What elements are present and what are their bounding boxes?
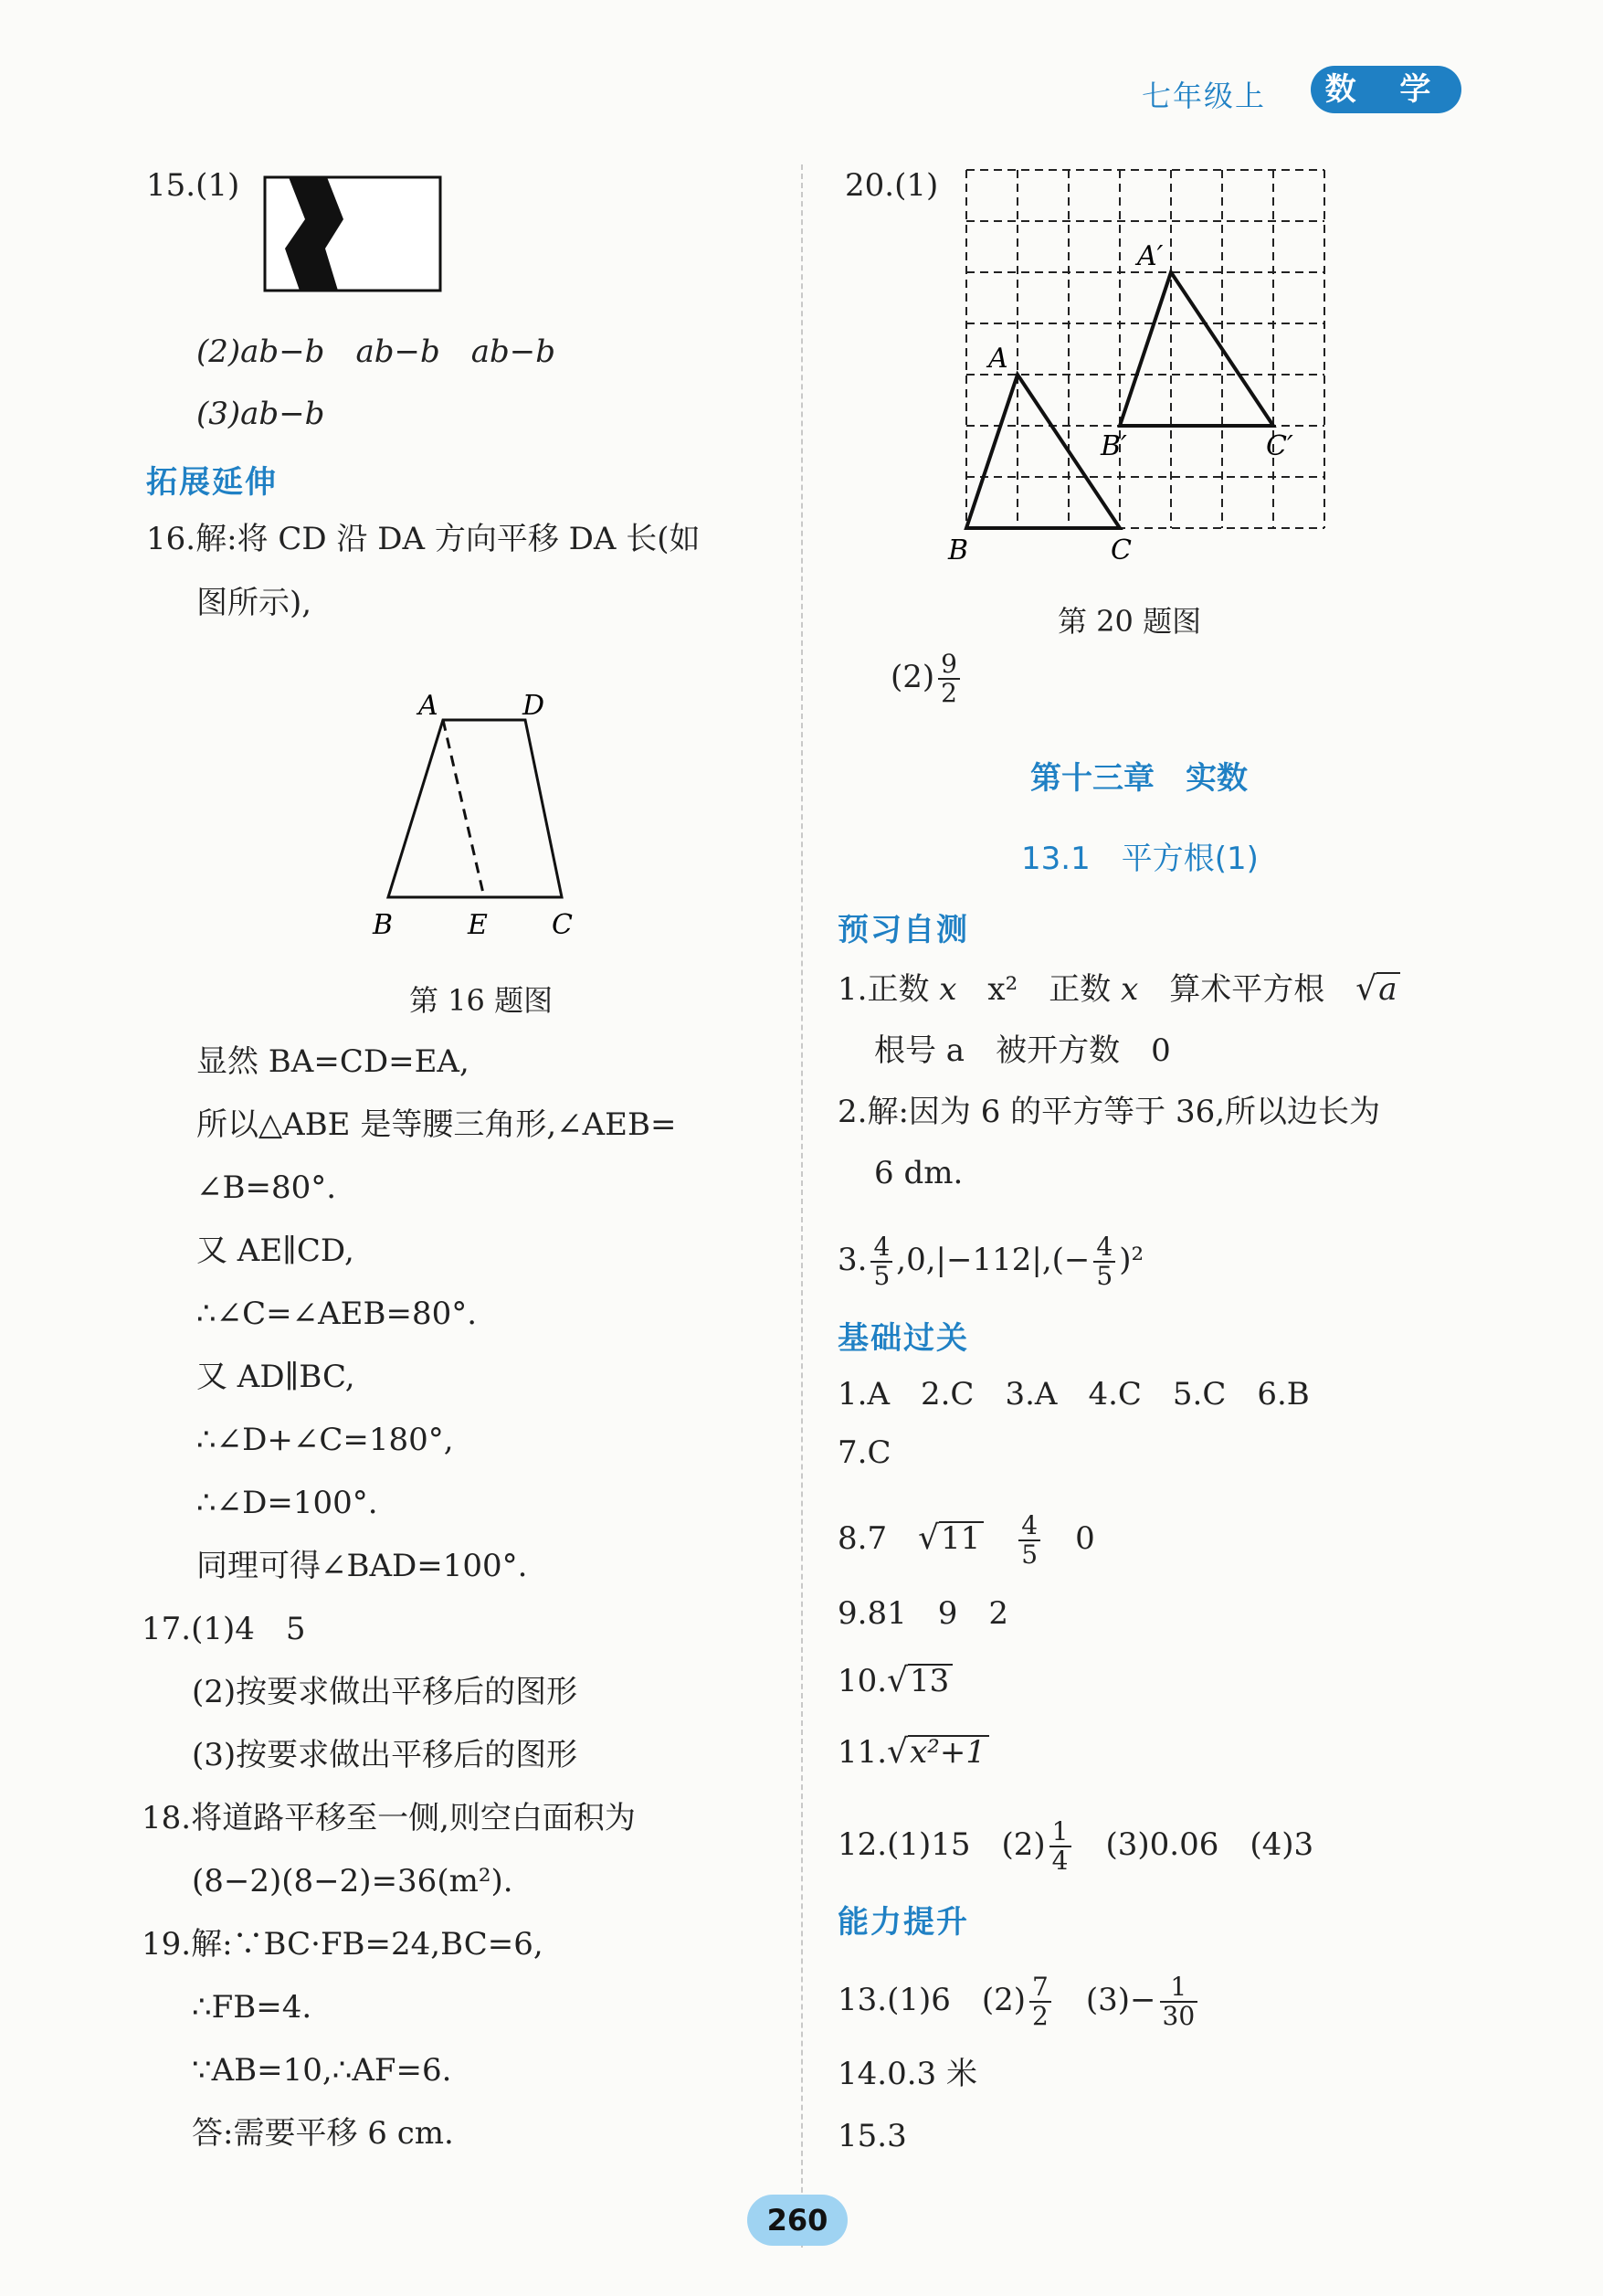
b8-prefix: 8.7 bbox=[838, 1520, 919, 1557]
sqrt-icon: √ bbox=[887, 1733, 909, 1771]
q16-line2: 图所示), bbox=[196, 585, 312, 621]
q16-step-8: ∴∠D=100°. bbox=[196, 1485, 378, 1521]
b10-sqrt-radicand: 13 bbox=[908, 1664, 953, 1697]
basic-11 bbox=[838, 1734, 989, 1771]
p1-sqrt-radicand: a bbox=[1376, 972, 1400, 1005]
fig20-caption: 第 20 题图 bbox=[1058, 604, 1202, 639]
fraction-numerator: 1 bbox=[1160, 1973, 1198, 2003]
fraction-numerator: 4 bbox=[1093, 1233, 1115, 1263]
ability-13 bbox=[838, 1973, 1201, 2030]
q17-part1: 17.(1)4 5 bbox=[142, 1611, 306, 1647]
b11-prefix: 11. bbox=[838, 1734, 888, 1771]
fraction-denominator: 5 bbox=[1021, 1539, 1039, 1570]
q16-step-4: 又 AE∥CD, bbox=[196, 1233, 354, 1269]
q16-step-2: 所以△ABE 是等腰三角形,∠AEB= bbox=[196, 1106, 677, 1143]
page-number: 260 bbox=[747, 2195, 848, 2246]
section-preview: 预习自测 bbox=[838, 912, 969, 948]
q20-part2-prefix: (2) bbox=[891, 659, 935, 695]
p1-text-c: 算术平方根 bbox=[1138, 971, 1356, 1008]
b12-fraction bbox=[1049, 1818, 1071, 1875]
q19-line2: ∴FB=4. bbox=[192, 1989, 312, 2026]
p3-fraction-2 bbox=[1093, 1233, 1115, 1290]
basic-line2: 7.C bbox=[838, 1434, 891, 1471]
p3-prefix: 3. bbox=[838, 1242, 868, 1278]
basic-10 bbox=[838, 1663, 953, 1699]
fig20-label-A-prime: A′ bbox=[1137, 240, 1164, 272]
b12-text-b: (3)0.06 (4)3 bbox=[1074, 1826, 1314, 1863]
q16-step-3: ∠B=80°. bbox=[196, 1169, 337, 1206]
a13-fraction-2 bbox=[1160, 1973, 1198, 2030]
q15-part3: (3)ab−b bbox=[196, 396, 325, 432]
chapter-title: 第十三章 实数 bbox=[1030, 760, 1248, 797]
fraction-denominator: 5 bbox=[1096, 1261, 1113, 1291]
fraction-denominator: 4 bbox=[1051, 1846, 1069, 1876]
fig20-label-A: A bbox=[988, 343, 1008, 375]
fig16-label-E: E bbox=[468, 909, 488, 941]
basic-8 bbox=[838, 1512, 1095, 1569]
a13-text-b: (3)− bbox=[1054, 1982, 1156, 2018]
header-subject-badge: 数 学 bbox=[1311, 66, 1461, 113]
b8-fraction bbox=[1018, 1512, 1040, 1569]
fig16-caption: 第 16 题图 bbox=[409, 983, 554, 1018]
ability-14: 14.0.3 米 bbox=[838, 2056, 977, 2092]
section-ability: 能力提升 bbox=[838, 1904, 969, 1941]
a13-fraction-1 bbox=[1029, 1973, 1051, 2030]
preview-2-line1: 2.解:因为 6 的平方等于 36,所以边长为 bbox=[838, 1094, 1381, 1130]
b8-suffix: 0 bbox=[1044, 1520, 1095, 1557]
preview-1-line2: 根号 a 被开方数 0 bbox=[874, 1032, 1171, 1069]
p1-text-a: 1.正数 bbox=[838, 971, 940, 1008]
q16-step-6: 又 AD∥BC, bbox=[196, 1359, 355, 1395]
q16-step-7: ∴∠D+∠C=180°, bbox=[196, 1422, 454, 1458]
preview-2-line2: 6 dm. bbox=[874, 1155, 964, 1191]
fraction-denominator: 2 bbox=[941, 678, 957, 708]
section-basic: 基础过关 bbox=[838, 1320, 969, 1357]
fraction-numerator: 7 bbox=[1029, 1973, 1051, 2003]
fraction-denominator: 2 bbox=[1032, 2001, 1049, 2031]
sqrt-icon: √ bbox=[918, 1519, 940, 1557]
fraction-numerator: 4 bbox=[870, 1233, 892, 1263]
fraction-numerator: 1 bbox=[1049, 1818, 1071, 1847]
basic-9: 9.81 9 2 bbox=[838, 1595, 1008, 1632]
p3-fraction-1 bbox=[870, 1233, 892, 1290]
q20-label: 20.(1) bbox=[845, 167, 939, 204]
fig20-label-B: B bbox=[948, 534, 969, 566]
q15-label: 15.(1) bbox=[146, 167, 240, 204]
a13-text-a: 13.(1)6 (2) bbox=[838, 1982, 1027, 2018]
fig16-label-B: B bbox=[373, 909, 394, 941]
preview-3 bbox=[838, 1233, 1144, 1290]
b10-prefix: 10. bbox=[838, 1663, 888, 1699]
fraction-numerator: 9 bbox=[938, 651, 960, 680]
fig16-label-A: A bbox=[418, 690, 438, 722]
q17-part3: (3)按要求做出平移后的图形 bbox=[192, 1737, 578, 1773]
basic-line1: 1.A 2.C 3.A 4.C 5.C 6.B bbox=[838, 1376, 1310, 1413]
fig20-label-C-prime: C′ bbox=[1266, 430, 1293, 462]
ability-15: 15.3 bbox=[838, 2118, 907, 2154]
fig16-segment-AE bbox=[443, 720, 484, 897]
p3-suffix: )² bbox=[1119, 1242, 1144, 1278]
p3-middle: ,0,|−112|,(− bbox=[896, 1242, 1091, 1278]
q19-line1: 19.解:∵BC·FB=24,BC=6, bbox=[142, 1926, 543, 1963]
section-title: 13.1 平方根(1) bbox=[1021, 841, 1259, 877]
p1-var-x: x bbox=[939, 971, 957, 1008]
q16-line1: 16.解:将 CD 沿 DA 方向平移 DA 长(如 bbox=[146, 521, 701, 557]
q18-line2: (8−2)(8−2)=36(m²). bbox=[192, 1863, 513, 1899]
b12-text-a: 12.(1)15 (2) bbox=[838, 1826, 1046, 1863]
fig20-triangle-A1B1C1 bbox=[1120, 272, 1273, 426]
b8-sqrt-radicand: 11 bbox=[939, 1521, 984, 1554]
fig16-label-D: D bbox=[522, 690, 545, 722]
p1-var-x2: x bbox=[1121, 971, 1139, 1008]
header-grade: 七年级上 bbox=[1142, 79, 1267, 113]
q19-line3: ∵AB=10,∴AF=6. bbox=[192, 2052, 452, 2089]
q15-part2: (2)ab−b ab−b ab−b bbox=[196, 333, 556, 370]
fig16-trapezoid bbox=[365, 685, 585, 950]
sqrt-icon: √ bbox=[887, 1662, 909, 1699]
q20-part2 bbox=[891, 651, 964, 707]
section-extend: 拓展延伸 bbox=[146, 464, 278, 501]
b11-sqrt-radicand: x²+1 bbox=[908, 1735, 989, 1768]
p1-text-b: x² 正数 bbox=[956, 971, 1122, 1008]
q18-line1: 18.将道路平移至一侧,则空白面积为 bbox=[142, 1800, 636, 1836]
q15-figure bbox=[263, 175, 444, 294]
fig20-label-B-prime: B′ bbox=[1101, 430, 1127, 462]
fig16-trapezoid-shape bbox=[388, 720, 562, 897]
fig20-grid-figure bbox=[941, 164, 1343, 576]
basic-12 bbox=[838, 1818, 1313, 1875]
preview-1-line1 bbox=[838, 971, 1400, 1008]
fraction-numerator: 4 bbox=[1018, 1512, 1040, 1541]
q16-step-1: 显然 BA=CD=EA, bbox=[196, 1043, 469, 1080]
q19-line4: 答:需要平移 6 cm. bbox=[192, 2115, 454, 2152]
fig20-triangle-ABC bbox=[966, 375, 1120, 528]
q16-step-5: ∴∠C=∠AEB=80°. bbox=[196, 1296, 478, 1332]
column-divider bbox=[801, 164, 803, 2248]
fraction-denominator: 5 bbox=[873, 1261, 891, 1291]
q16-step-9: 同理可得∠BAD=100°. bbox=[196, 1548, 528, 1584]
sqrt-icon: √ bbox=[1355, 970, 1377, 1008]
fig16-label-C: C bbox=[552, 909, 573, 941]
q15-rectangle bbox=[265, 177, 440, 291]
q20-part2-fraction bbox=[938, 651, 960, 707]
fig20-label-C: C bbox=[1111, 534, 1132, 566]
fraction-denominator: 30 bbox=[1162, 2001, 1196, 2031]
q17-part2: (2)按要求做出平移后的图形 bbox=[192, 1674, 578, 1710]
